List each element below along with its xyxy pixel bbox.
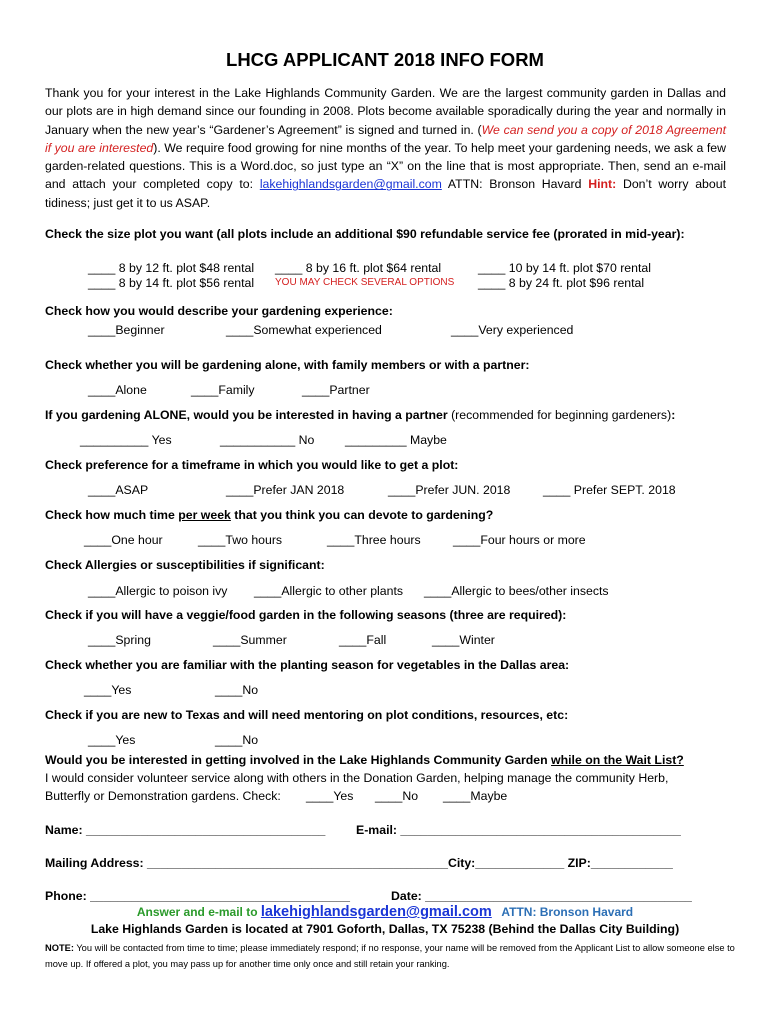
partner-question-note: (recommended for beginning gardeners) <box>451 408 672 422</box>
timeframe-jan[interactable]: ____Prefer JAN 2018 <box>226 483 345 497</box>
time-two-hours[interactable]: ____Two hours <box>198 533 283 547</box>
time-three-hours[interactable]: ____Three hours <box>327 533 421 547</box>
volunteer-line-3: Butterfly or Demonstration gardens. Check: <box>45 789 281 803</box>
form-title: LHCG APPLICANT 2018 INFO FORM <box>226 49 544 70</box>
allergies-question: Check Allergies or susceptibilities if significant: <box>45 558 325 572</box>
intro-text-2: ). We require food growing for nine months of the year. To help meet your gardening needs, we ask a few garden-related questions. This is a Word.doc, so just type an “X” on the line that is most appropriate. Then, send an e-mail and attach your completed copy to: <box>45 140 726 192</box>
volunteer-question-a: Would you be interested in getting involved in the Lake Highlands Community Garden <box>45 753 552 767</box>
date-field[interactable]: Date: _______________________________________ <box>391 889 692 903</box>
footer-location: Lake Highlands Garden is located at 7901 Goforth, Dallas, TX 75238 (Behind the Dallas City Building) <box>90 922 680 936</box>
mailing-address-field[interactable]: Mailing Address: ____________________________________________City:_____________ ZIP:____________ <box>45 856 673 870</box>
partner-option-no[interactable]: ___________ No <box>220 433 315 447</box>
partner-option-maybe[interactable]: _________ Maybe <box>345 433 447 447</box>
phone-field[interactable]: Phone: ______________________________________ <box>45 889 350 903</box>
note-label: NOTE: <box>45 943 74 953</box>
texas-no[interactable]: ____No <box>215 733 259 747</box>
volunteer-no[interactable]: ____No <box>375 789 419 803</box>
partner-question <box>45 408 675 422</box>
volunteer-question-waitlist: while on the Wait List? <box>551 753 684 767</box>
time-question-per-week: per week <box>178 508 231 522</box>
footer-answer-text: Answer and e-mail to <box>136 905 261 919</box>
footer-answer-line <box>0 904 770 920</box>
intro-text-1: Thank you for your interest in the Lake Highlands Community Garden. We are the largest community garden in Dallas and our plots are in high demand since our founding in 2008. Plots become available sporadically during the year and normally in January when the new year’s “Gardener’s Agreement” is signed and turned in. ( <box>45 86 726 137</box>
time-question <box>45 508 493 522</box>
plot-option-8x24[interactable]: ____ 8 by 24 ft. plot $96 rental <box>478 276 645 290</box>
intro-email-link[interactable]: lakehighlandsgarden@gmail.com <box>259 177 442 192</box>
planting-no[interactable]: ____No <box>215 683 259 697</box>
season-fall[interactable]: ____Fall <box>339 633 387 647</box>
volunteer-maybe[interactable]: ____Maybe <box>443 789 508 803</box>
footer-note <box>45 940 735 972</box>
time-question-a: Check how much time <box>45 508 179 522</box>
experience-somewhat[interactable]: ____Somewhat experienced <box>226 323 382 337</box>
volunteer-question <box>45 753 684 767</box>
experience-very[interactable]: ____Very experienced <box>451 323 574 337</box>
timeframe-sept[interactable]: ____ Prefer SEPT. 2018 <box>543 483 676 497</box>
experience-beginner[interactable]: ____Beginner <box>88 323 165 337</box>
timeframe-jun[interactable]: ____Prefer JUN. 2018 <box>388 483 511 497</box>
alone-option-family[interactable]: ____Family <box>191 383 255 397</box>
timeframe-question: Check preference for a timeframe in which you would like to get a plot: <box>45 458 459 472</box>
note-text: You will be contacted from time to time; please immediately respond; if no response, your name will be removed from the Applicant List to allow someone else to move up. If offered a plot, you may pass up for another time only once and still retain your ranking. <box>45 943 735 969</box>
plot-option-8x14[interactable]: ____ 8 by 14 ft. plot $56 rental <box>88 276 255 290</box>
plot-option-8x12[interactable]: ____ 8 by 12 ft. plot $48 rental <box>88 261 255 275</box>
hint-label: Hint: <box>588 177 617 192</box>
season-winter[interactable]: ____Winter <box>432 633 495 647</box>
email-field[interactable]: E-mail: _________________________________________ <box>356 823 681 837</box>
partner-option-yes[interactable]: __________ Yes <box>80 433 172 447</box>
volunteer-yes[interactable]: ____Yes <box>306 789 354 803</box>
intro-attn: ATTN: Bronson Havard <box>441 177 589 192</box>
partner-question-main: If you gardening ALONE, would you be interested in having a partner <box>45 408 452 422</box>
allergy-insects[interactable]: ____Allergic to bees/other insects <box>424 584 609 598</box>
plot-option-8x16[interactable]: ____ 8 by 16 ft. plot $64 rental <box>275 261 442 275</box>
allergy-poison-ivy[interactable]: ____Allergic to poison ivy <box>88 584 228 598</box>
hint-text: Don’t worry about tidiness; just get it to us ASAP. <box>45 177 726 210</box>
alone-option-alone[interactable]: ____Alone <box>88 383 147 397</box>
alone-option-partner[interactable]: ____Partner <box>302 383 370 397</box>
several-options-note: YOU MAY CHECK SEVERAL OPTIONS <box>275 277 455 288</box>
season-spring[interactable]: ____Spring <box>88 633 151 647</box>
timeframe-asap[interactable]: ____ASAP <box>88 483 149 497</box>
seasons-question: Check if you will have a veggie/food garden in the following seasons (three are required): <box>45 608 567 622</box>
alone-question: Check whether you will be gardening alone, with family members or with a partner: <box>45 358 530 372</box>
time-four-hours[interactable]: ____Four hours or more <box>453 533 586 547</box>
time-question-b: that you think you can devote to gardening? <box>230 508 494 522</box>
season-summer[interactable]: ____Summer <box>213 633 287 647</box>
planting-question: Check whether you are familiar with the planting season for vegetables in the Dallas area: <box>45 658 570 672</box>
time-one-hour[interactable]: ____One hour <box>84 533 163 547</box>
texas-question: Check if you are new to Texas and will need mentoring on plot conditions, resources, etc: <box>45 708 569 722</box>
plot-option-10x14[interactable]: ____ 10 by 14 ft. plot $70 rental <box>478 261 651 275</box>
planting-yes[interactable]: ____Yes <box>84 683 132 697</box>
experience-question: Check how you would describe your gardening experience: <box>45 304 393 318</box>
plot-size-question: Check the size plot you want (all plots include an additional $90 refundable service fee (prorated in mid-year): <box>45 227 685 241</box>
footer-attn: ATTN: Bronson Havard <box>491 905 634 919</box>
intro-paragraph <box>45 84 726 212</box>
footer-email-link[interactable]: lakehighlandsgarden@gmail.com <box>260 904 492 920</box>
name-field[interactable]: Name: ___________________________________ <box>45 823 326 837</box>
intro-agreement-note: We can send you a copy of 2018 Agreement if you are interested <box>45 122 726 155</box>
partner-question-colon: : <box>671 408 676 422</box>
texas-yes[interactable]: ____Yes <box>88 733 136 747</box>
allergy-other-plants[interactable]: ____Allergic to other plants <box>254 584 404 598</box>
volunteer-line-2: I would consider volunteer service along with others in the Donation Garden, helping manage the community Herb, <box>45 771 669 785</box>
